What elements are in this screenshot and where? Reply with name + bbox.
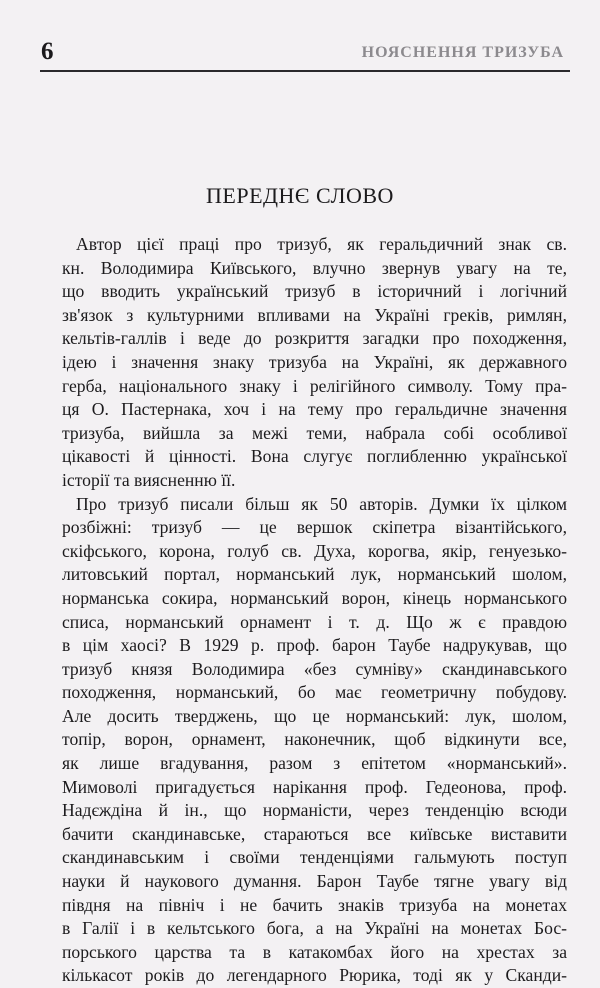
text-line: герба, національного знаку і релігійного символу. Тому пра-	[62, 375, 567, 396]
text-line: кн. Володимира Київського, влучно звернув увагу на те,	[62, 257, 567, 278]
text-line: скандинавським і своїми тенденціями гальмують поступ	[62, 847, 567, 868]
text-line: історії та виясненню її.	[62, 469, 236, 490]
text-line: півдня на північ і не бачить знаків тризуба на монетах	[62, 894, 567, 915]
section-title: ПЕРЕДНЄ СЛОВО	[206, 183, 394, 208]
text-line: зв'язок з культурними впливами на Україні греків, римлян,	[62, 304, 567, 325]
running-head	[0, 36, 600, 72]
text-line: Але досить тверджень, що це норманський: лук, шолом,	[62, 705, 567, 726]
page-number: 6	[41, 38, 54, 65]
text-line: Автор цієї праці про тризуб, як геральдичний знак св.	[76, 234, 567, 254]
text-line: ця О. Пастернака, хоч і на тему про геральдичне значення	[62, 399, 567, 420]
text-line: що вводить український тризуб в історичний і логічний	[62, 281, 567, 302]
header-rule	[40, 70, 570, 72]
running-title: НОЯСНЕННЯ ТРИЗУБА	[361, 44, 564, 61]
text-line: бачити скандинавське, стараються все київське виставити	[62, 823, 567, 844]
text-line: порського царства та в катакомбах його на хрестах за	[62, 941, 567, 962]
text-line: скіфського, корона, голуб св. Духа, корогва, якір, генуезько-	[62, 540, 567, 561]
text-line: кельтів-галлів і веде до розкриття загадки про походження,	[62, 328, 567, 349]
text-line: розбіжні: тризуб — це вершок скіпетра візантійського,	[62, 517, 567, 538]
text-line: списа, норманський орнамент і т. д. Що ж є правдою	[62, 611, 567, 632]
text-line: Мимоволі пригадується нарікання проф. Гедеонова, проф.	[62, 776, 567, 797]
body-text	[62, 233, 567, 988]
text-line: походження, норманський, бо має геометричну побудову.	[62, 682, 567, 703]
text-line: кількасот років до легендарного Рюрика, тоді як у Сканди-	[62, 965, 567, 986]
text-line: топір, ворон, орнамент, наконечник, щоб відкинути все,	[62, 729, 567, 750]
text-line: Надєждіна й ін., що норманісти, через тенденцію всюди	[62, 800, 567, 821]
text-line: ідею і значення знаку тризуба на Україні, як державного	[62, 351, 567, 372]
text-line: тризуба, вийшла за межі теми, набрала собі особливої	[62, 422, 567, 443]
text-line: цікавості й цінності. Вона слугує поглибленню української	[62, 446, 567, 467]
text-line: норманська сокира, норманський ворон, кінець норманського	[62, 587, 567, 608]
text-line: в цім хаосі? В 1929 р. проф. барон Таубе надрукував, що	[62, 635, 567, 656]
text-line: науки й наукового думання. Барон Таубе тягне увагу від	[62, 871, 567, 892]
text-line: Про тризуб писали більш як 50 авторів. Думки їх цілком	[76, 493, 567, 514]
text-line: тризуб князя Володимира «без сумніву» скандинавського	[62, 658, 567, 679]
text-line: в Галії і в кельтського бога, а на Україні на монетах Бос-	[62, 918, 567, 939]
text-line: литовський портал, норманський лук, норманський шолом,	[62, 564, 567, 585]
text-line: як лише вгадування, разом з епітетом «норманський».	[62, 753, 567, 774]
